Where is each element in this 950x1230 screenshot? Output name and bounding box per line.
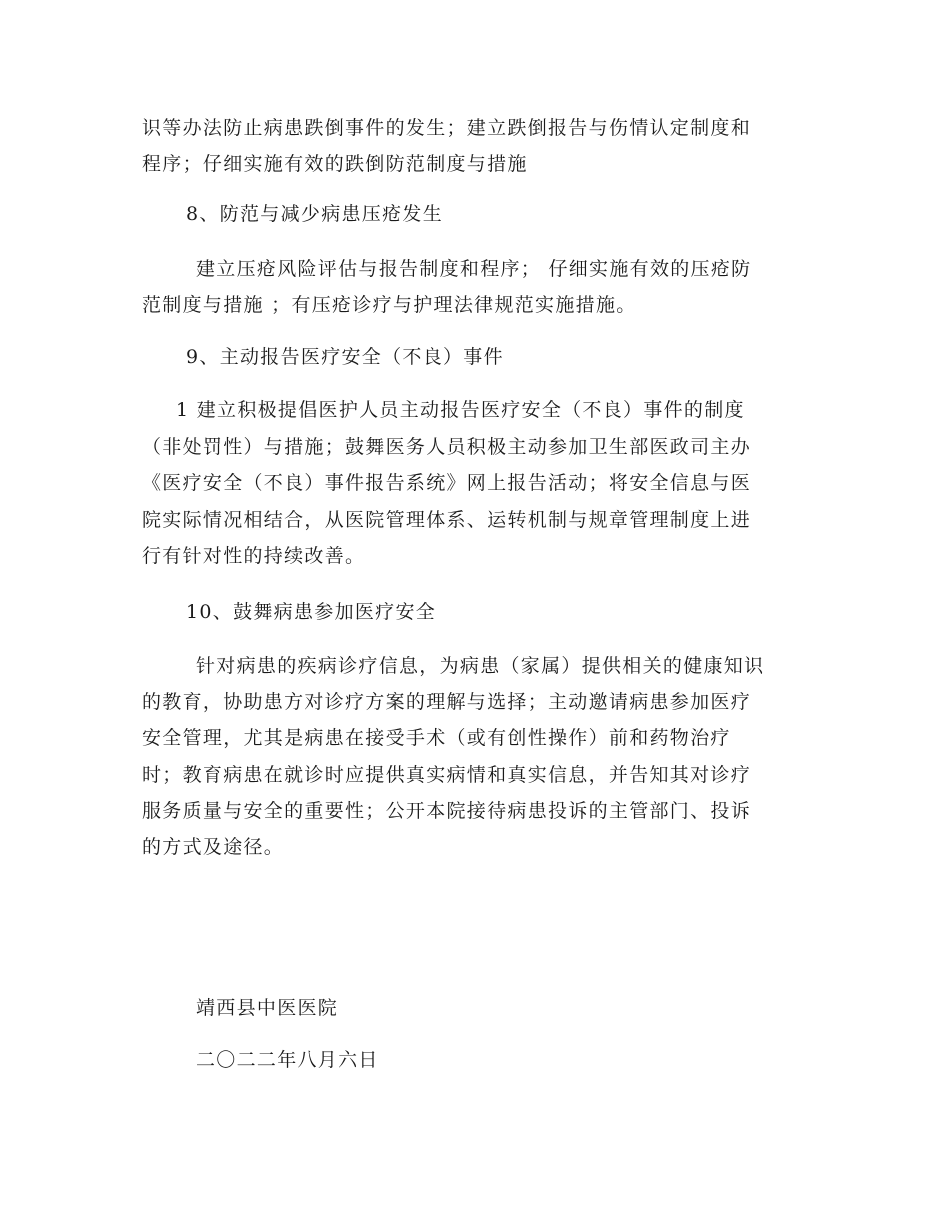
section-heading-10: 10、鼓舞病患参加医疗安全 <box>186 601 437 623</box>
paragraph-line: 行有针对性的持续改善。 <box>142 545 366 567</box>
paragraph-line: 范制度与措施 ；有压疮诊疗与护理法律规范实施措施。 <box>142 294 637 316</box>
section-heading-9: 9、主动报告医疗安全（不良）事件 <box>186 346 504 368</box>
paragraph-line: 院实际情况相结合，从医院管理体系、运转机制与规章管理制度上进 <box>142 509 752 531</box>
paragraph-line: 建立压疮风险评估与报告制度和程序； 仔细实施有效的压疮防 <box>196 258 752 280</box>
paragraph-line: 服务质量与安全的重要性；公开本院接待病患投诉的主管部门、投诉 <box>142 800 752 822</box>
paragraph-line: 的教育，协助患方对诊疗方案的理解与选择；主动邀请病患参加医疗 <box>142 691 752 713</box>
paragraph-line: 的方式及途径。 <box>142 836 285 858</box>
paragraph-line: （非处罚性）与措施；鼓舞医务人员积极主动参加卫生部医政司主办 <box>142 436 752 458</box>
signature-organization: 靖西县中医医院 <box>196 997 339 1019</box>
paragraph-line: 程序；仔细实施有效的跌倒防范制度与措施 <box>142 153 528 175</box>
paragraph-line: 针对病患的疾病诊疗信息，为病患（家属）提供相关的健康知识 <box>196 655 765 677</box>
paragraph-line: 1 建立积极提倡医护人员主动报告医疗安全（不良）事件的制度 <box>176 399 745 421</box>
paragraph-line: 识等办法防止病患跌倒事件的发生；建立跌倒报告与伤情认定制度和 <box>142 117 752 139</box>
paragraph-line: 安全管理，尤其是病患在接受手术（或有创性操作）前和药物治疗 <box>142 727 731 749</box>
signature-date: 二〇二二年八月六日 <box>196 1049 379 1071</box>
paragraph-line: 时；教育病患在就诊时应提供真实病情和真实信息，并告知其对诊疗 <box>142 764 752 786</box>
section-heading-8: 8、防范与减少病患压疮发生 <box>186 203 443 225</box>
paragraph-line: 《医疗安全（不良）事件报告系统》网上报告活动；将安全信息与医 <box>142 472 752 494</box>
